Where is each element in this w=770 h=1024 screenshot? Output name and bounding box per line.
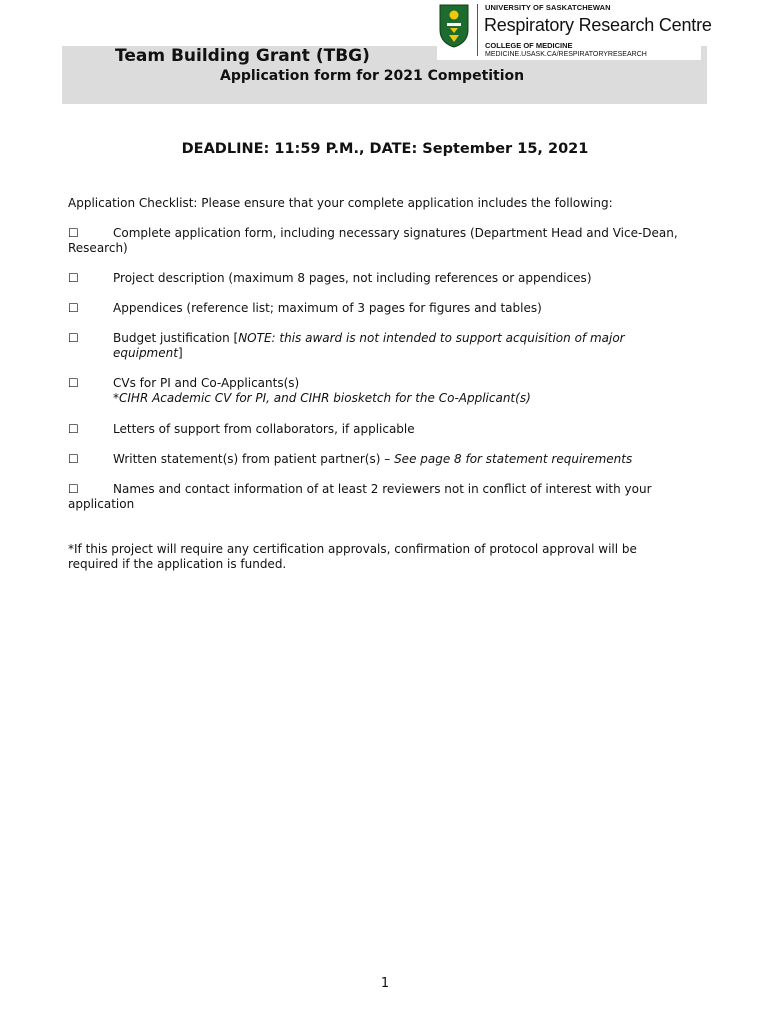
logo-url: MEDICINE.USASK.CA/RESPIRATORYRESEARCH: [485, 51, 647, 58]
logo-centre-name: Respiratory Research Centre: [484, 15, 712, 35]
statement-prefix: Written statement(s) from patient partner(s) –: [113, 452, 395, 466]
document-subtitle: Application form for 2021 Competition: [220, 68, 525, 84]
page-number: 1: [380, 976, 390, 991]
deadline-heading: DEADLINE: 11:59 P.M., DATE: September 15, 2021: [181, 141, 589, 157]
certification-footnote: *If this project will require any certification approvals, confirmation of protocol approval will be required if the application is funded.: [68, 542, 637, 571]
checkbox-icon[interactable]: ☐: [68, 422, 79, 436]
statement-note: See page 8 for statement requirements: [394, 452, 633, 466]
budget-prefix: Budget justification [: [113, 331, 239, 345]
checklist-item-label: [113, 331, 683, 361]
budget-note: NOTE: this award is not intended to support acquisition of major equipment: [113, 331, 625, 360]
checkbox-icon[interactable]: ☐: [68, 301, 79, 315]
cvs-line-1: CVs for PI and Co-Applicants(s): [113, 376, 300, 390]
checkbox-icon[interactable]: ☐: [68, 452, 79, 466]
checklist-item-label: [113, 376, 683, 406]
cvs-line-2: *CIHR Academic CV for PI, and CIHR biosketch for the Co-Applicant(s): [113, 391, 531, 405]
checkbox-icon[interactable]: ☐: [68, 482, 79, 496]
shield-icon: [439, 4, 469, 48]
checklist-item-label: Letters of support from collaborators, if applicable: [113, 422, 415, 436]
document-title: Team Building Grant (TBG): [115, 46, 370, 66]
checklist-item-label: Complete application form, including necessary signatures (Department Head and Vice-Dean, Research): [68, 226, 678, 255]
checkbox-icon[interactable]: ☐: [68, 271, 79, 285]
checklist-intro: Application Checklist: Please ensure that your complete application includes the following:: [68, 196, 613, 210]
checkbox-icon[interactable]: ☐: [68, 226, 79, 240]
checklist-item-reviewers: [68, 482, 688, 512]
logo-college-name: COLLEGE OF MEDICINE: [485, 41, 573, 50]
logo-university-name: UNIVERSITY OF SASKATCHEWAN: [485, 3, 611, 12]
checklist-item-label: Names and contact information of at least 2 reviewers not in conflict of interest with your application: [68, 482, 652, 511]
checkbox-icon[interactable]: ☐: [68, 376, 79, 390]
university-logo: [437, 0, 712, 60]
logo-divider: [477, 4, 478, 56]
checklist-item-application-form: [68, 226, 688, 256]
checklist-item-label: [113, 452, 683, 467]
budget-suffix: ]: [177, 346, 183, 360]
checklist-item-label: Project description (maximum 8 pages, not including references or appendices): [113, 271, 592, 285]
checklist-item-label: Appendices (reference list; maximum of 3 pages for figures and tables): [113, 301, 542, 315]
checkbox-icon[interactable]: ☐: [68, 331, 79, 345]
